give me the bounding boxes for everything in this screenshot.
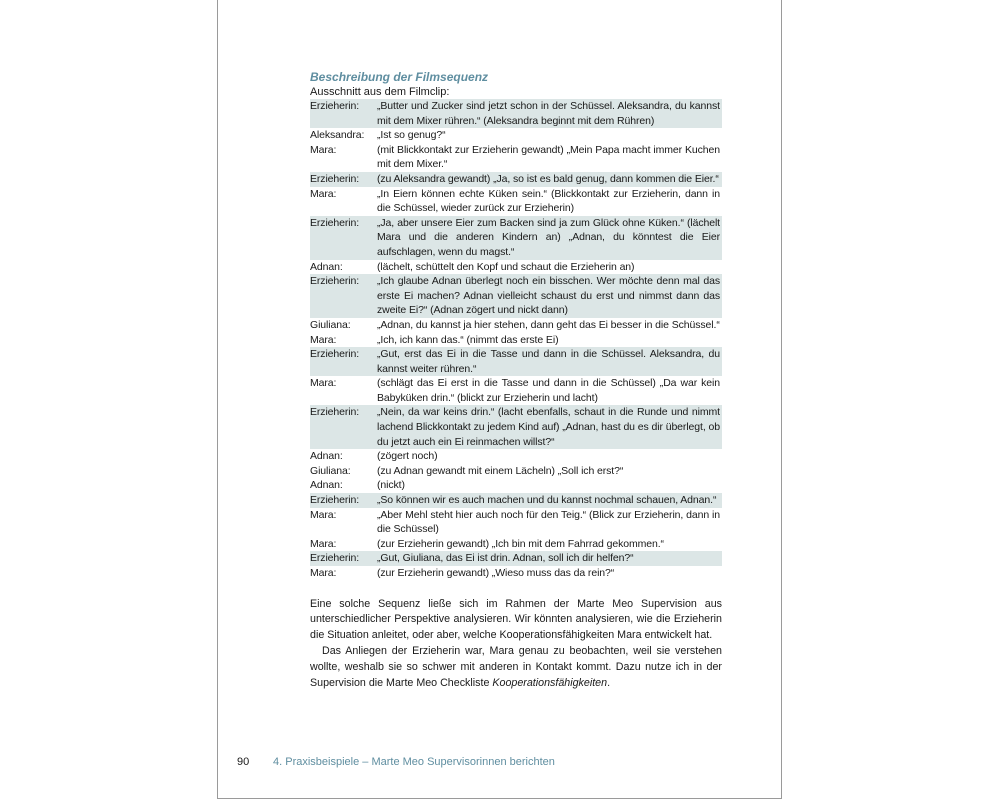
utterance-text: „Gut, erst das Ei in die Tasse und dann in die Schüssel. Aleksandra, du kannst weiter rühren.“ bbox=[377, 348, 720, 375]
transcript-row bbox=[310, 216, 722, 260]
utterance-text: (zur Erzieherin gewandt) „Wieso muss das da rein?“ bbox=[377, 567, 615, 579]
book-page bbox=[217, 0, 782, 799]
section-heading: Beschreibung der Filmsequenz bbox=[310, 70, 489, 84]
utterance-text: „Aber Mehl steht hier auch noch für den Teig.“ (Blick zur Erzieherin, dann in die Schüssel) bbox=[377, 508, 720, 536]
transcript-row bbox=[310, 449, 722, 464]
speaker-name: Erzieherin: bbox=[310, 494, 360, 507]
transcript-row bbox=[310, 347, 722, 376]
utterance-text: (zu Adnan gewandt mit einem Lächeln) „Soll ich erst?“ bbox=[377, 464, 624, 477]
transcript-row bbox=[310, 187, 722, 216]
chapter-label: 4. Praxisbeispiele – Marte Meo Supervisorinnen berichten bbox=[273, 756, 555, 768]
transcript-row bbox=[310, 260, 722, 275]
transcript-row bbox=[310, 551, 722, 566]
utterance-text: „Nein, da war keins drin.“ (lacht ebenfalls, schaut in die Runde und nimmt lachend Blickkontakt zu jedem Kind auf) „Adnan, hast du es dir überlegt, ob du jetzt auch ein Ei reinmachen willst?“ bbox=[377, 406, 720, 448]
speaker-name: Adnan: bbox=[310, 479, 343, 492]
transcript-row bbox=[310, 493, 722, 508]
speaker-name: Mara: bbox=[310, 333, 337, 346]
transcript-table bbox=[310, 99, 722, 581]
speaker-name: Giuliana: bbox=[310, 464, 351, 477]
speaker-name: Erzieherin: bbox=[310, 275, 360, 288]
transcript-row bbox=[310, 143, 722, 172]
transcript-row bbox=[310, 99, 722, 128]
transcript-row bbox=[310, 508, 722, 537]
transcript-row bbox=[310, 128, 722, 143]
transcript-row bbox=[310, 405, 722, 449]
speaker-name: Erzieherin: bbox=[310, 100, 360, 112]
speaker-name: Erzieherin: bbox=[310, 348, 360, 361]
body-paragraph-2 bbox=[310, 644, 722, 691]
utterance-text: „So können wir es auch machen und du kannst nochmal schauen, Adnan.“ bbox=[377, 494, 717, 507]
speaker-name: Erzieherin: bbox=[310, 552, 360, 565]
utterance-text: (nickt) bbox=[377, 479, 405, 492]
transcript-row bbox=[310, 537, 722, 552]
utterance-text: (lächelt, schüttelt den Kopf und schaut die Erzieherin an) bbox=[377, 260, 635, 273]
transcript-row bbox=[310, 274, 722, 318]
body-text bbox=[310, 597, 722, 692]
page-number: 90 bbox=[237, 756, 250, 768]
transcript-row bbox=[310, 464, 722, 479]
transcript-row bbox=[310, 172, 722, 187]
speaker-name: Erzieherin: bbox=[310, 406, 360, 419]
utterance-text: (zur Erzieherin gewandt) „Ich bin mit dem Fahrrad gekommen.“ bbox=[377, 537, 664, 550]
speaker-name: Mara: bbox=[310, 187, 337, 200]
utterance-text: (zu Aleksandra gewandt) „Ja, so ist es bald genug, dann kommen die Eier.“ bbox=[377, 172, 719, 185]
transcript-row bbox=[310, 376, 722, 405]
transcript-row bbox=[310, 566, 722, 581]
speaker-name: Adnan: bbox=[310, 450, 343, 463]
checklist-name: Kooperationsfähigkeiten bbox=[492, 676, 608, 689]
utterance-text: „Ist so genug?“ bbox=[377, 129, 446, 142]
speaker-name: Adnan: bbox=[310, 260, 343, 273]
speaker-name: Mara: bbox=[310, 537, 337, 550]
body-paragraph-2-end: . bbox=[607, 676, 611, 689]
utterance-text: (schlägt das Ei erst in die Tasse und dann in die Schüssel) „Da war kein Babyküken drin.“ (blickt zur Erzieherin und lacht) bbox=[377, 377, 720, 404]
speaker-name: Mara: bbox=[310, 377, 337, 390]
page-content bbox=[310, 70, 722, 691]
speaker-name: Erzieherin: bbox=[310, 216, 360, 229]
speaker-name: Mara: bbox=[310, 143, 337, 156]
utterance-text: „In Eiern können echte Küken sein.“ (Blickkontakt zur Erzieherin, dann in die Schüssel, wieder zurück zur Erzieherin) bbox=[377, 187, 720, 215]
utterance-text: „Adnan, du kannst ja hier stehen, dann geht das Ei besser in die Schüssel.“ bbox=[377, 318, 720, 331]
utterance-text: „Butter und Zucker sind jetzt schon in der Schüssel. Aleksandra, du kannst mit dem Mixer rühren.“ (Aleksandra beginnt mit dem Rühren) bbox=[377, 100, 720, 127]
utterance-text: „Ja, aber unsere Eier zum Backen sind ja zum Glück ohne Küken.“ (lächelt Mara und die anderen Kindern an) „Adnan, du könntest die Eier aufschlagen, wenn du magst.“ bbox=[377, 216, 720, 258]
utterance-text: „Gut, Giuliana, das Ei ist drin. Adnan, soll ich dir helfen?“ bbox=[377, 552, 634, 565]
transcript-row bbox=[310, 318, 722, 333]
transcript-row bbox=[310, 333, 722, 348]
speaker-name: Mara: bbox=[310, 508, 337, 521]
speaker-name: Erzieherin: bbox=[310, 172, 360, 185]
body-paragraph-2-text: Das Anliegen der Erzieherin war, Mara genau zu beobachten, weil sie verstehen wollte, weshalb sie so schwer mit anderen in Kontakt kommt. Dazu nutze ich in der Supervision die Marte Meo Checkliste bbox=[310, 644, 722, 689]
utterance-text: (zögert noch) bbox=[377, 450, 438, 463]
body-paragraph-1: Eine solche Sequenz ließe sich im Rahmen der Marte Meo Supervision aus unterschiedlicher Perspektive analysieren. Wir könnten analysieren, wie die Erzieherin die Situation anleitet, oder aber, welche Kooperationsfähigkeiten Mara entwickelt hat. bbox=[310, 597, 722, 642]
transcript-row bbox=[310, 478, 722, 493]
page-footer bbox=[237, 755, 555, 769]
utterance-text: „Ich glaube Adnan überlegt noch ein bisschen. Wer möchte denn mal das erste Ei machen? Adnan vielleicht schaust du erst und nimmst dann das zweite Ei?“ (Adnan zögert und nickt dann) bbox=[377, 275, 720, 317]
utterance-text: (mit Blickkontakt zur Erzieherin gewandt) „Mein Papa macht immer Kuchen mit dem Mixer.“ bbox=[377, 143, 720, 171]
section-intro: Ausschnitt aus dem Filmclip: bbox=[310, 86, 450, 98]
utterance-text: „Ich, ich kann das.“ (nimmt das erste Ei) bbox=[377, 333, 559, 346]
speaker-name: Aleksandra: bbox=[310, 129, 365, 142]
speaker-name: Giuliana: bbox=[310, 318, 351, 331]
speaker-name: Mara: bbox=[310, 567, 337, 579]
